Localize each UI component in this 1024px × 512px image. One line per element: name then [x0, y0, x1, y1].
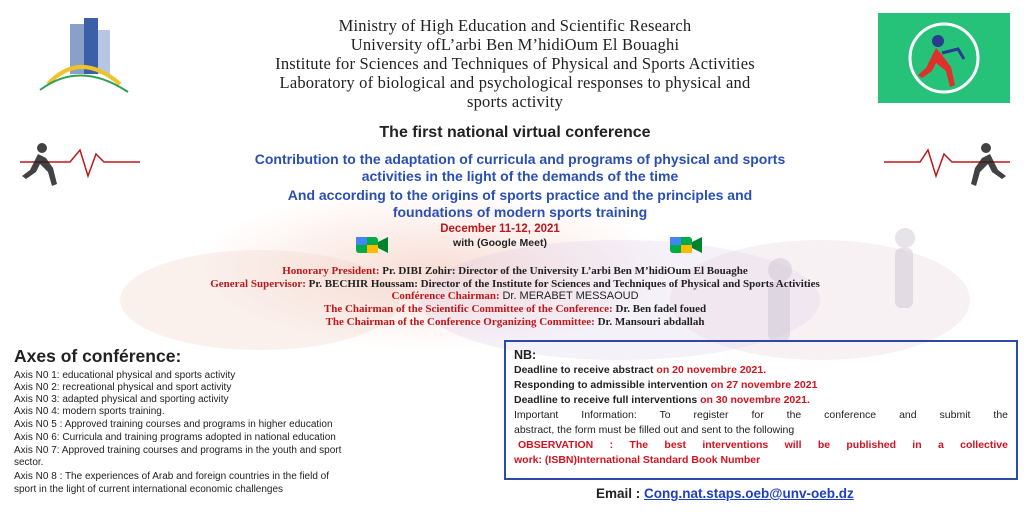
laboratory-line: Laboratory of biological and psychological responses to physical and	[279, 73, 751, 92]
google-meet-icon-2	[668, 234, 708, 256]
university-line: University ofL’arbi Ben M’hidiOum El Bouaghi	[350, 35, 680, 54]
laboratory-logo	[878, 13, 1010, 103]
conference-title: The first national virtual conference	[379, 124, 651, 141]
axis-item: Axis N0 8 : The experiences of Arab and foreign countries in the field of	[14, 471, 329, 482]
google-meet-icon	[354, 234, 394, 256]
honorary-value: Pr. DIBI Zohir: Director of the University L’arbi Ben M’hidiOum El Bouaghe	[382, 265, 748, 277]
honorary-president	[40, 265, 990, 278]
conference-platform: with (Google Meet)	[453, 237, 547, 249]
ministry-line: Ministry of High Education and Scientific Research	[338, 16, 692, 35]
axis-item: Axis N0 3: adapted physical and sporting activity	[14, 394, 229, 405]
conference-date: December 11-12, 2021	[440, 223, 560, 235]
observation-line-1: OBSERVATION : The best interventions will be published in a collective	[518, 439, 1008, 451]
full-deadline-date: on 30 novembre 2021.	[700, 394, 810, 406]
nb-heading: NB:	[514, 348, 537, 362]
chairman-value: Dr. MERABET MESSAOUD	[502, 290, 639, 302]
nb-box	[504, 340, 1018, 480]
scientific-committee-chairman	[40, 303, 990, 316]
abstract-deadline-date: on 20 novembre 2021.	[656, 364, 767, 376]
response-deadline	[514, 378, 1008, 393]
scientific-label: The Chairman of the Scientific Committee of the Conference:	[323, 303, 613, 315]
theme-line-1: Contribution to the adaptation of curricula and programs of physical and sports	[254, 151, 786, 167]
observation-line-2: work: (ISBN)International Standard Book Number	[514, 454, 761, 466]
athlete-icon	[878, 13, 1010, 103]
laboratory-line-2: sports activity	[466, 92, 564, 111]
abstract-deadline	[514, 363, 1008, 378]
full-deadline	[514, 393, 1008, 408]
organizing-value: Dr. Mansouri abdallah	[597, 316, 705, 328]
axes-title: Axes of conférence:	[14, 346, 182, 366]
scientific-value: Dr. Ben fadel foued	[615, 303, 707, 315]
conference-chairman	[40, 290, 990, 303]
axis-item: Axis N0 6: Curricula and training programs adopted in national education	[14, 432, 336, 443]
axis-item: Axis N0 4: modern sports training.	[14, 406, 165, 417]
axis-item: Axis N0 1: educational physical and sports activity	[14, 370, 236, 381]
supervisor-value: Pr. BECHIR Houssam: Director of the Institute for Sciences and Techniques of Physical and Sports Activities	[308, 278, 820, 290]
info-line-2: abstract, the form must be filled out and sent to the following	[514, 424, 795, 436]
theme-line-4: foundations of modern sports training	[392, 204, 648, 220]
info-line-1: Important Information: To register for the conference and submit the	[514, 409, 1008, 421]
response-deadline-date: on 27 novembre 2021	[710, 379, 818, 391]
theme-line-3: And according to the origins of sports practice and the principles and	[287, 187, 753, 203]
chairman-label: Conférence Chairman:	[391, 290, 500, 302]
axis-item: Axis N0 2: recreational physical and sport activity	[14, 382, 232, 393]
organizing-label: The Chairman of the Conference Organizing Committee:	[325, 316, 595, 328]
institute-line: Institute for Sciences and Techniques of Physical and Sports Activities	[275, 54, 755, 73]
axis-item: Axis N0 7: Approved training courses and programs in the youth and sport	[14, 445, 342, 456]
axis-item: Axis N0 5 : Approved training courses and programs in higher education	[14, 419, 333, 430]
axis-item-continuation: sport in the light of current international economic challenges	[14, 484, 284, 495]
honorary-label: Honorary President:	[282, 265, 380, 277]
abstract-deadline-text: Deadline to receive abstract	[514, 364, 654, 376]
full-deadline-text: Deadline to receive full interventions	[514, 394, 698, 406]
contact-email	[596, 486, 854, 501]
response-deadline-text: Responding to admissible intervention	[514, 379, 708, 391]
axis-item-continuation: sector.	[14, 457, 44, 468]
email-link[interactable]: Cong.nat.staps.oeb@unv-oeb.dz	[644, 486, 854, 501]
organizing-committee-chairman	[40, 316, 990, 329]
email-label: Email :	[596, 486, 641, 501]
theme-line-2: activities in the light of the demands of the time	[361, 168, 679, 184]
university-logo	[36, 12, 136, 102]
supervisor-label: General Supervisor:	[210, 278, 306, 290]
